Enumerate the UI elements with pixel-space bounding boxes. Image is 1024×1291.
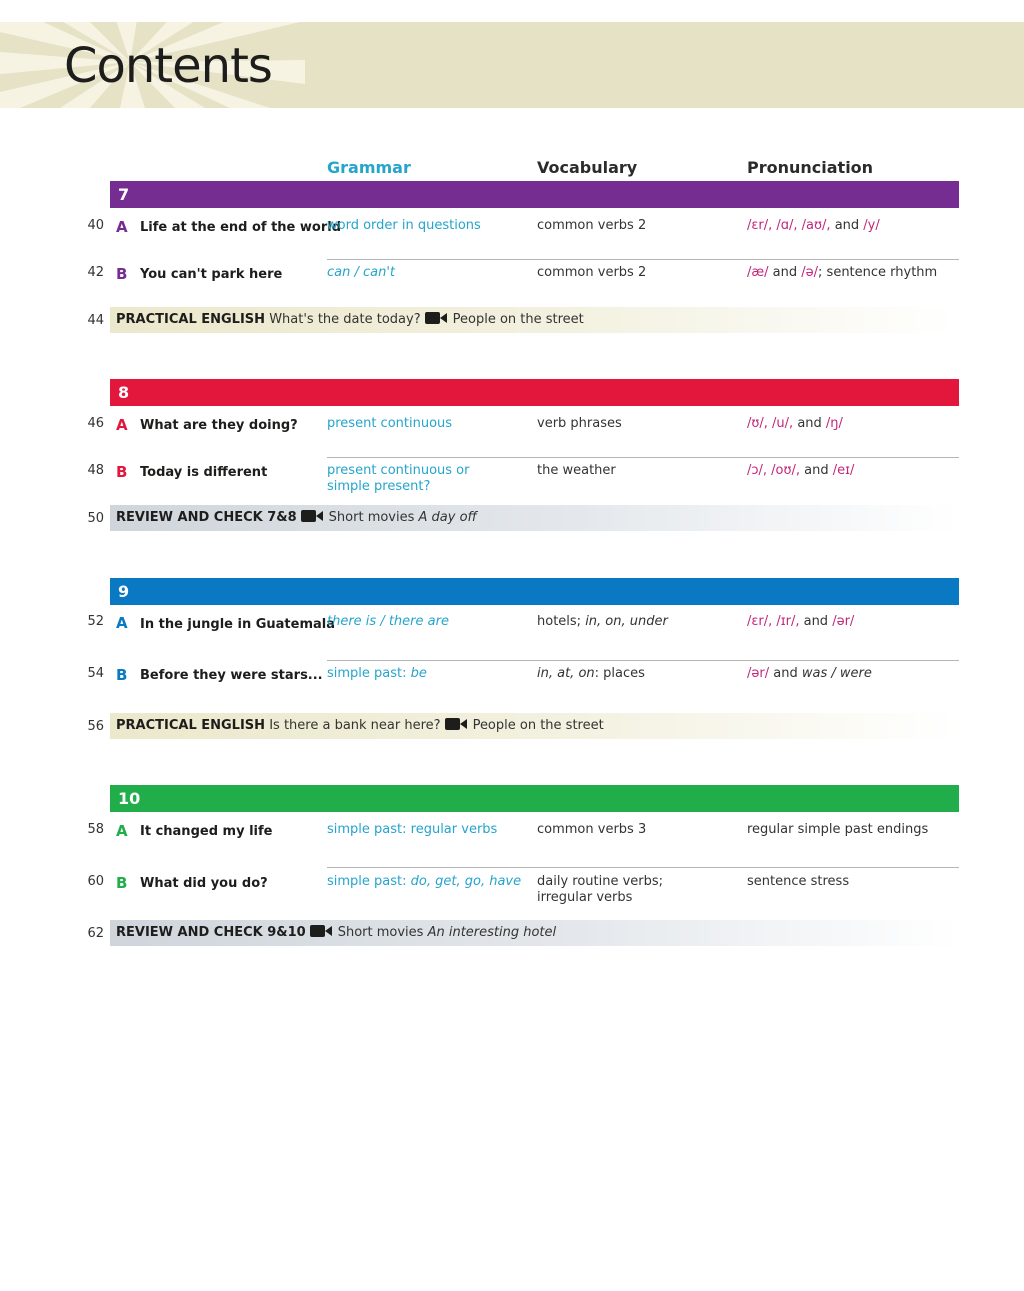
grammar-cell: [327, 463, 527, 495]
band-text: Short movies: [328, 510, 415, 525]
lesson-letter: B: [116, 666, 128, 684]
grammar-cell: there is / there are: [327, 614, 449, 629]
column-header-grammar: Grammar: [327, 158, 411, 177]
ipa-symbols: /ɛr/, /ɑ/, /aʊ/,: [747, 218, 831, 233]
pronunciation-cell: [747, 666, 957, 682]
video-camera-icon: [310, 925, 332, 937]
row-divider: [327, 660, 959, 661]
pron-italic: was / were: [801, 666, 872, 681]
pron-text: and: [769, 666, 802, 681]
video-camera-icon: [445, 718, 467, 730]
row-divider: [327, 867, 959, 868]
page-number: 44: [87, 313, 104, 328]
page-number: 46: [87, 416, 104, 431]
ipa-symbols: /ɛr/, /ɪr/,: [747, 614, 800, 629]
ipa-symbols: /ʊ/, /u/,: [747, 416, 794, 431]
practical-english-band[interactable]: [110, 713, 959, 739]
ipa-symbols: /ər/: [747, 666, 770, 681]
page-number: 58: [87, 822, 104, 837]
grammar-cell: present continuous: [327, 416, 453, 431]
band-label: REVIEW AND CHECK 9&10: [116, 925, 306, 940]
pronunciation-cell: [747, 463, 957, 479]
vocab-line: irregular verbs: [537, 890, 633, 905]
band-video: An interesting hotel: [427, 925, 557, 940]
lesson-letter: B: [116, 874, 128, 892]
ipa-symbols: /ŋ/: [825, 416, 843, 431]
grammar-cell: can / can't: [327, 265, 396, 280]
grammar-italic: do, get, go, have: [410, 874, 522, 889]
pron-text: and: [799, 614, 833, 629]
lesson-letter: B: [116, 265, 128, 283]
vocabulary-cell: [537, 874, 737, 906]
vocabulary-cell: common verbs 2: [537, 218, 647, 233]
unit-10-header: 10: [110, 785, 959, 812]
lesson-letter: A: [116, 614, 128, 632]
band-text: Short movies: [337, 925, 424, 940]
vocab-italic: in, on, under: [585, 614, 668, 629]
grammar-line: present continuous or: [327, 463, 470, 478]
lesson-letter: A: [116, 218, 128, 236]
band-video: A day off: [418, 510, 477, 525]
page-number: 54: [87, 666, 104, 681]
band-label: PRACTICAL ENGLISH: [116, 312, 266, 327]
lesson-title[interactable]: What are they doing?: [140, 418, 298, 433]
pronunciation-cell: [747, 416, 957, 432]
vocabulary-cell: [537, 666, 737, 682]
band-text: Is there a bank near here?: [269, 718, 441, 733]
page-number: 40: [87, 218, 104, 233]
grammar-line: simple present?: [327, 479, 431, 494]
column-header-vocabulary: Vocabulary: [537, 158, 638, 177]
vocab-text: : places: [594, 666, 645, 681]
vocab-line: daily routine verbs;: [537, 874, 664, 889]
lesson-title[interactable]: Today is different: [140, 465, 268, 480]
pronunciation-cell: regular simple past endings: [747, 822, 929, 837]
lesson-title[interactable]: What did you do?: [140, 876, 268, 891]
lesson-title[interactable]: Life at the end of the world: [140, 220, 342, 235]
pronunciation-cell: [747, 265, 957, 281]
lesson-title[interactable]: You can't park here: [140, 267, 283, 282]
lesson-title[interactable]: Before they were stars...: [140, 668, 323, 683]
grammar-cell: [327, 874, 527, 890]
band-video: People on the street: [452, 312, 584, 327]
ipa-symbols: /æ/: [747, 265, 769, 280]
grammar-text: simple past:: [327, 874, 411, 889]
unit-8-header: 8: [110, 379, 959, 406]
ipa-symbols: /ər/: [832, 614, 855, 629]
pron-text: and: [768, 265, 802, 280]
pronunciation-cell: [747, 218, 957, 234]
lesson-letter: A: [116, 416, 128, 434]
vocabulary-cell: the weather: [537, 463, 616, 478]
grammar-italic: be: [410, 666, 427, 681]
pronunciation-cell: sentence stress: [747, 874, 850, 889]
page-number: 52: [87, 614, 104, 629]
band-text: What's the date today?: [269, 312, 421, 327]
pron-text: and: [793, 416, 826, 431]
vocabulary-cell: [537, 614, 737, 630]
vocab-text: hotels;: [537, 614, 586, 629]
row-divider: [327, 457, 959, 458]
lesson-letter: A: [116, 822, 128, 840]
band-video: People on the street: [472, 718, 604, 733]
column-header-pronunciation: Pronunciation: [747, 158, 874, 177]
grammar-text: simple past:: [327, 666, 411, 681]
lesson-letter: B: [116, 463, 128, 481]
unit-7-header: 7: [110, 181, 959, 208]
vocab-italic: in, at, on: [537, 666, 595, 681]
page-number: 50: [87, 511, 104, 526]
ipa-symbols: /y/: [863, 218, 880, 233]
pron-text: and: [830, 218, 864, 233]
ipa-symbols: /eɪ/: [832, 463, 855, 478]
vocabulary-cell: common verbs 3: [537, 822, 647, 837]
ipa-symbols: /ɔ/, /oʊ/,: [747, 463, 801, 478]
lesson-title[interactable]: It changed my life: [140, 824, 273, 839]
vocabulary-cell: verb phrases: [537, 416, 622, 431]
pron-text: ; sentence rhythm: [818, 265, 938, 280]
page-title: Contents: [64, 38, 272, 94]
review-and-check-band[interactable]: [110, 920, 959, 946]
row-divider: [327, 259, 959, 260]
grammar-cell: [327, 666, 527, 682]
grammar-cell: simple past: regular verbs: [327, 822, 498, 837]
video-camera-icon: [301, 510, 323, 522]
vocabulary-cell: common verbs 2: [537, 265, 647, 280]
pronunciation-cell: [747, 614, 957, 630]
unit-9-header: 9: [110, 578, 959, 605]
lesson-title[interactable]: In the jungle in Guatemala: [140, 617, 336, 632]
page-number: 48: [87, 463, 104, 478]
page-number: 62: [87, 926, 104, 941]
pron-text: and: [800, 463, 833, 478]
page-number: 42: [87, 265, 104, 280]
ipa-symbols: /ə/: [801, 265, 819, 280]
band-label: REVIEW AND CHECK 7&8: [116, 510, 297, 525]
review-and-check-band[interactable]: [110, 505, 959, 531]
video-camera-icon: [425, 312, 447, 324]
practical-english-band[interactable]: [110, 307, 959, 333]
page-number: 60: [87, 874, 104, 889]
grammar-cell: word order in questions: [327, 218, 481, 233]
page-number: 56: [87, 719, 104, 734]
band-label: PRACTICAL ENGLISH: [116, 718, 266, 733]
